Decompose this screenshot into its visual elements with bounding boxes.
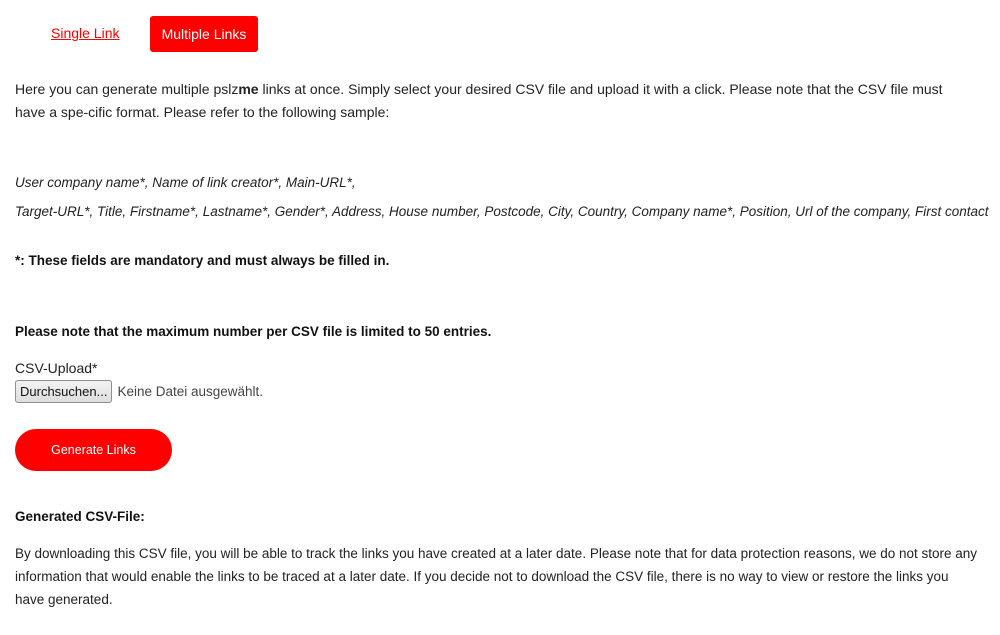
csv-file-input bbox=[15, 380, 263, 402]
mandatory-note: *: These fields are mandatory and must always be filled in. bbox=[15, 253, 390, 268]
generated-csv-description: By downloading this CSV file, you will be able to track the links you have created at a later date. Please note that for data protection reasons, we do not store any information that would enable the links to be traced at a later date. If you decide not to download the CSV file, there is no way to view or restore the links you have generated. bbox=[15, 546, 978, 607]
intro-after-brand: links at once. Simply select your desired CSV file and upload it with a click. Please note that the CSV file must have a spe-cific format. Please refer to the following sample: bbox=[15, 81, 943, 120]
generated-csv-heading: Generated CSV-File: bbox=[15, 509, 145, 524]
intro-brand-bold: me bbox=[238, 81, 259, 97]
csv-upload-label: CSV-Upload* bbox=[15, 360, 98, 376]
sample-line-1: User company name*, Name of link creator*, Main-URL*, bbox=[15, 175, 356, 190]
intro-before-brand: Here you can generate multiple pslz bbox=[15, 81, 239, 97]
browse-button[interactable]: Durchsuchen... bbox=[15, 380, 112, 403]
intro-text bbox=[15, 78, 975, 124]
sample-line-2: Target-URL*, Title, Firstname*, Lastname*, Gender*, Address, House number, Postcode, City, Country, Company name*, Position, Url of the company, First contact bbox=[15, 204, 989, 219]
generate-links-button[interactable]: Generate Links bbox=[15, 429, 172, 471]
no-file-selected-text: Keine Datei ausgewählt. bbox=[117, 383, 264, 399]
tab-single-link[interactable]: Single Link bbox=[51, 25, 120, 41]
max-entries-note: Please note that the maximum number per CSV file is limited to 50 entries. bbox=[15, 324, 492, 339]
tab-multiple-links[interactable]: Multiple Links bbox=[150, 16, 258, 52]
